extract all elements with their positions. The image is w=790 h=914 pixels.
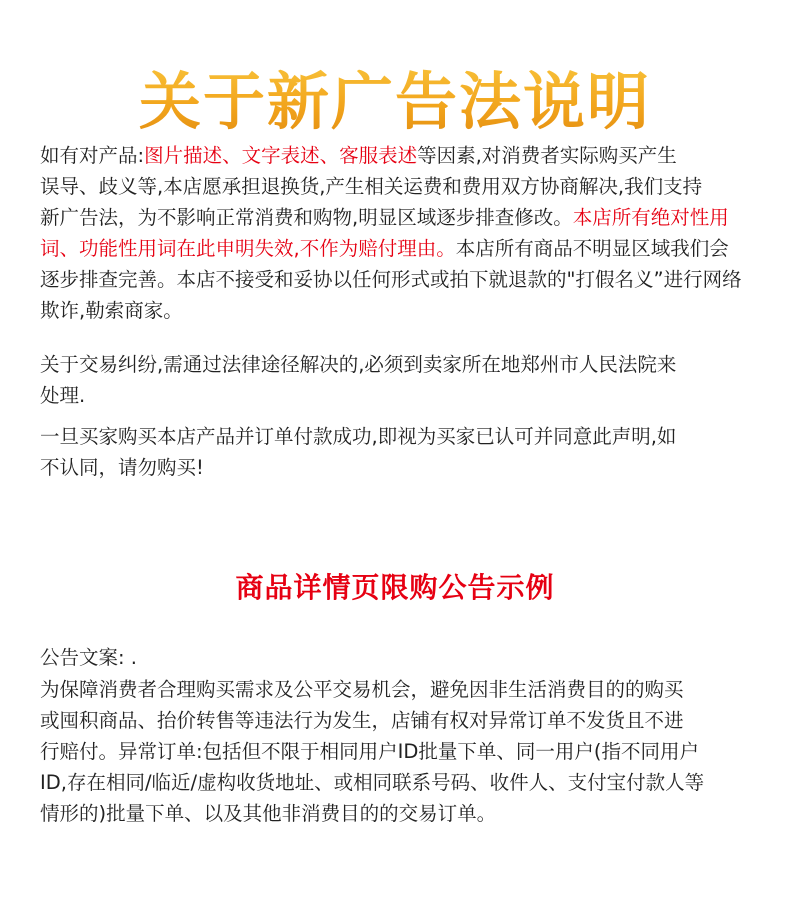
statement-line [40,140,770,171]
notice-line: ID,存在相同/临近/虚构收货地址、或相同联系号码、收件人、支付宝付款人等 [40,771,705,794]
statement-line: 不认同，请勿购买! [40,456,204,479]
statement-line: 处理. [40,384,86,407]
highlight-text: 本店所有绝对性用 [572,206,729,229]
highlight-text: 词、功能性用词在此申明失效,不作为赔付理由。 [40,237,456,260]
statement-line: 误导、歧义等,本店愿承担退换货,产生相关运费和费用双方协商解决,我们支持 [40,175,703,198]
statement-line: 欺诈,勒索商家。 [40,299,183,322]
notice-line: 情形的)批量下单、以及其他非消费目的的交易订单。 [40,802,497,825]
statement-line: 一旦买家购买本店产品并订单付款成功,即视为买家已认可并同意此声明,如 [40,425,677,448]
notice-line: 为保障消费者合理购买需求及公平交易机会，避免因非生活消费目的的购买 [40,678,684,701]
highlight-text: 图片描述、文字表述、客服表述 [144,144,418,167]
statement-line [40,233,770,264]
text-segment: 等因素,对消费者实际购买产生 [417,144,677,167]
statement-paragraph-3 [40,421,770,483]
statement-paragraph-2 [40,349,770,411]
statement-line [40,202,770,233]
notice-title: 商品详情页限购公告示例 [235,571,555,604]
notice-label-text: 公告文案: . [40,646,137,669]
text-segment: 本店所有商品不明显区域我们会 [455,237,729,260]
statement-line: 逐步排查完善。本店不接受和妥协以任何形式或拍下就退款的"打假名义”进行网络 [40,268,742,291]
page-title: 关于新广告法说明 [0,62,790,142]
statement-paragraph-1 [40,140,770,326]
notice-label [40,642,770,673]
notice-line: 或囤积商品、抬价转售等违法行为发生，店铺有权对异常订单不发货且不进 [40,709,684,732]
text-segment: 如有对产品: [40,144,145,167]
notice-line: 行赔付。异常订单:包括但不限于相同用户ID批量下单、同一用户(指不同用户 [40,740,699,763]
text-segment: 新广告法，为不影响正常消费和购物,明显区域逐步排查修改。 [40,206,573,229]
notice-body [40,674,770,829]
statement-line: 关于交易纠纷,需通过法律途径解决的,必须到卖家所在地郑州市人民法院来 [40,353,677,376]
